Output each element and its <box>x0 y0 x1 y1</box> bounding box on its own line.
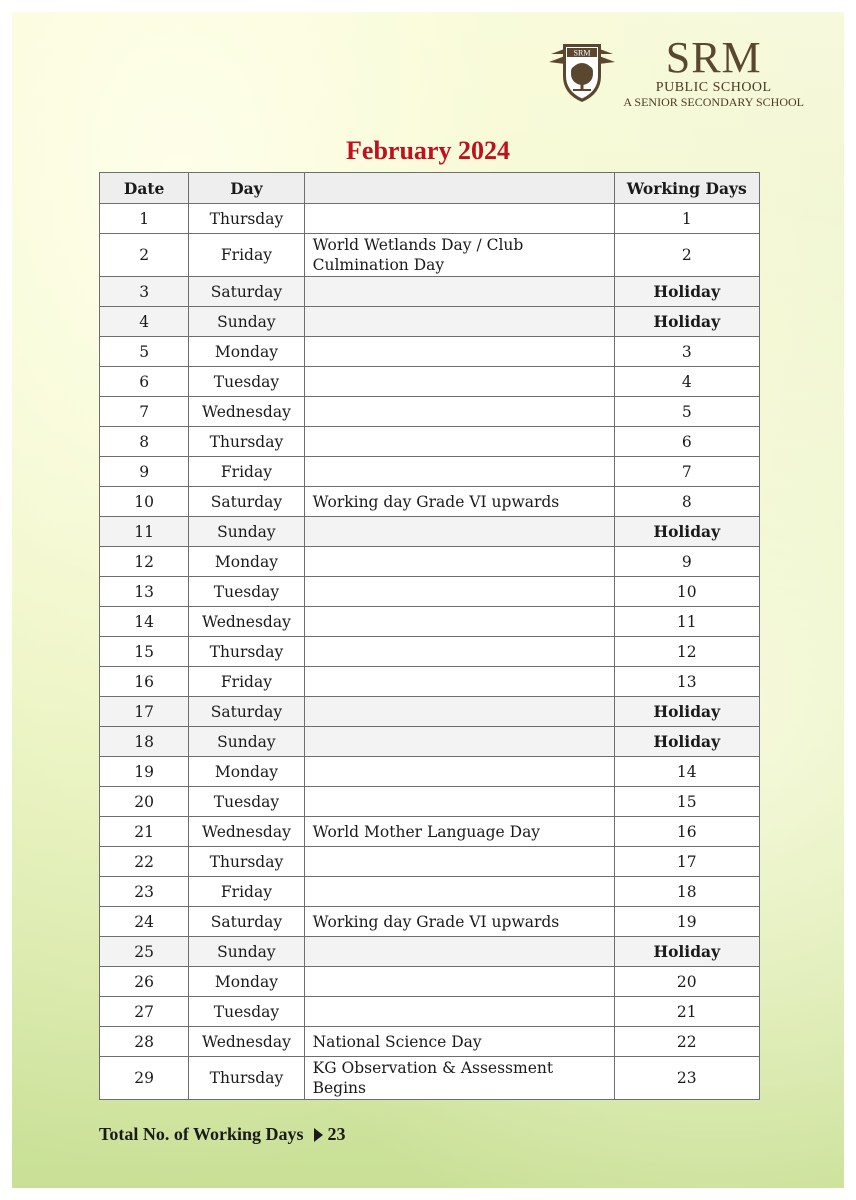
day-cell: Thursday <box>189 204 304 234</box>
date-cell: 3 <box>100 277 189 307</box>
calendar-body <box>100 204 760 1100</box>
crest-icon <box>547 40 617 106</box>
table-row <box>100 757 760 787</box>
day-cell: Wednesday <box>189 817 304 847</box>
day-cell: Sunday <box>189 937 304 967</box>
day-cell: Friday <box>189 667 304 697</box>
event-cell <box>304 637 614 667</box>
event-cell <box>304 577 614 607</box>
table-row <box>100 997 760 1027</box>
working-days-cell: 8 <box>614 487 759 517</box>
date-cell: 22 <box>100 847 189 877</box>
date-cell: 10 <box>100 487 189 517</box>
working-days-cell: 20 <box>614 967 759 997</box>
event-cell <box>304 847 614 877</box>
day-cell: Sunday <box>189 517 304 547</box>
event-cell <box>304 457 614 487</box>
table-row <box>100 337 760 367</box>
day-cell: Thursday <box>189 637 304 667</box>
working-days-cell: 22 <box>614 1027 759 1057</box>
date-cell: 26 <box>100 967 189 997</box>
date-cell: 1 <box>100 204 189 234</box>
day-cell: Friday <box>189 457 304 487</box>
table-row <box>100 667 760 697</box>
event-cell <box>304 877 614 907</box>
working-days-cell: 11 <box>614 607 759 637</box>
working-days-cell: 17 <box>614 847 759 877</box>
table-row <box>100 727 760 757</box>
working-days-cell: 9 <box>614 547 759 577</box>
table-row <box>100 967 760 997</box>
date-cell: 8 <box>100 427 189 457</box>
date-cell: 28 <box>100 1027 189 1057</box>
day-cell: Tuesday <box>189 787 304 817</box>
day-cell: Friday <box>189 234 304 277</box>
table-row <box>100 607 760 637</box>
event-cell <box>304 667 614 697</box>
date-cell: 27 <box>100 997 189 1027</box>
working-days-cell: 3 <box>614 337 759 367</box>
table-row <box>100 277 760 307</box>
date-cell: 14 <box>100 607 189 637</box>
calendar-table <box>99 172 760 1100</box>
day-cell: Tuesday <box>189 367 304 397</box>
day-cell: Saturday <box>189 697 304 727</box>
table-row <box>100 397 760 427</box>
day-cell: Wednesday <box>189 397 304 427</box>
arrow-right-icon <box>314 1128 323 1142</box>
day-cell: Saturday <box>189 487 304 517</box>
working-days-cell: 23 <box>614 1057 759 1100</box>
event-cell <box>304 277 614 307</box>
date-cell: 9 <box>100 457 189 487</box>
table-row <box>100 457 760 487</box>
svg-text:SRM: SRM <box>573 48 591 58</box>
date-cell: 11 <box>100 517 189 547</box>
header-event <box>304 173 614 204</box>
total-working-days <box>99 1124 346 1145</box>
table-row <box>100 1057 760 1100</box>
date-cell: 16 <box>100 667 189 697</box>
table-row <box>100 937 760 967</box>
table-row <box>100 547 760 577</box>
event-cell <box>304 937 614 967</box>
table-row <box>100 427 760 457</box>
date-cell: 25 <box>100 937 189 967</box>
day-cell: Wednesday <box>189 607 304 637</box>
date-cell: 19 <box>100 757 189 787</box>
working-days-cell: 2 <box>614 234 759 277</box>
day-cell: Saturday <box>189 277 304 307</box>
date-cell: 17 <box>100 697 189 727</box>
date-cell: 2 <box>100 234 189 277</box>
date-cell: 6 <box>100 367 189 397</box>
working-days-cell: 18 <box>614 877 759 907</box>
working-days-cell: Holiday <box>614 517 759 547</box>
day-cell: Monday <box>189 757 304 787</box>
event-cell <box>304 397 614 427</box>
logo-subtitle: PUBLIC SCHOOL <box>655 80 772 95</box>
event-cell <box>304 204 614 234</box>
calendar-page <box>12 12 844 1188</box>
day-cell: Thursday <box>189 847 304 877</box>
day-cell: Thursday <box>189 1057 304 1100</box>
event-cell <box>304 547 614 577</box>
date-cell: 12 <box>100 547 189 577</box>
date-cell: 15 <box>100 637 189 667</box>
working-days-cell: 10 <box>614 577 759 607</box>
date-cell: 13 <box>100 577 189 607</box>
header-working-days: Working Days <box>614 173 759 204</box>
day-cell: Tuesday <box>189 997 304 1027</box>
date-cell: 23 <box>100 877 189 907</box>
school-logo <box>547 33 804 109</box>
event-cell <box>304 607 614 637</box>
date-cell: 24 <box>100 907 189 937</box>
total-label: Total No. of Working Days <box>99 1124 304 1144</box>
table-row <box>100 1027 760 1057</box>
date-cell: 21 <box>100 817 189 847</box>
table-row <box>100 234 760 277</box>
date-cell: 7 <box>100 397 189 427</box>
table-row <box>100 307 760 337</box>
day-cell: Saturday <box>189 907 304 937</box>
day-cell: Monday <box>189 967 304 997</box>
table-row <box>100 847 760 877</box>
date-cell: 18 <box>100 727 189 757</box>
working-days-cell: 7 <box>614 457 759 487</box>
event-cell: World Mother Language Day <box>304 817 614 847</box>
working-days-cell: 14 <box>614 757 759 787</box>
event-cell: Working day Grade VI upwards <box>304 907 614 937</box>
event-cell: World Wetlands Day / Club Culmination Day <box>304 234 614 277</box>
event-cell <box>304 997 614 1027</box>
event-cell <box>304 727 614 757</box>
table-row <box>100 637 760 667</box>
working-days-cell: 6 <box>614 427 759 457</box>
date-cell: 20 <box>100 787 189 817</box>
working-days-cell: 16 <box>614 817 759 847</box>
table-row <box>100 367 760 397</box>
event-cell: National Science Day <box>304 1027 614 1057</box>
day-cell: Wednesday <box>189 1027 304 1057</box>
table-row <box>100 487 760 517</box>
event-cell <box>304 367 614 397</box>
table-row <box>100 817 760 847</box>
table-row <box>100 697 760 727</box>
working-days-cell: 15 <box>614 787 759 817</box>
working-days-cell: 5 <box>614 397 759 427</box>
working-days-cell: 1 <box>614 204 759 234</box>
working-days-cell: Holiday <box>614 697 759 727</box>
event-cell <box>304 517 614 547</box>
day-cell: Sunday <box>189 727 304 757</box>
table-row <box>100 204 760 234</box>
table-row <box>100 787 760 817</box>
day-cell: Tuesday <box>189 577 304 607</box>
event-cell <box>304 307 614 337</box>
event-cell <box>304 757 614 787</box>
event-cell <box>304 697 614 727</box>
event-cell <box>304 427 614 457</box>
date-cell: 5 <box>100 337 189 367</box>
working-days-cell: Holiday <box>614 727 759 757</box>
working-days-cell: 21 <box>614 997 759 1027</box>
page-title: February 2024 <box>346 136 510 165</box>
event-cell <box>304 967 614 997</box>
table-row <box>100 907 760 937</box>
event-cell: KG Observation & Assessment Begins <box>304 1057 614 1100</box>
logo-tagline: A SENIOR SECONDARY SCHOOL <box>623 95 804 109</box>
day-cell: Sunday <box>189 307 304 337</box>
table-row <box>100 877 760 907</box>
working-days-cell: Holiday <box>614 307 759 337</box>
logo-name: SRM <box>665 33 762 82</box>
working-days-cell: 4 <box>614 367 759 397</box>
total-value: 23 <box>327 1124 346 1144</box>
event-cell <box>304 337 614 367</box>
header-row <box>100 173 760 204</box>
header-day: Day <box>189 173 304 204</box>
day-cell: Monday <box>189 547 304 577</box>
event-cell: Working day Grade VI upwards <box>304 487 614 517</box>
header-date: Date <box>100 173 189 204</box>
working-days-cell: Holiday <box>614 277 759 307</box>
day-cell: Monday <box>189 337 304 367</box>
working-days-cell: 12 <box>614 637 759 667</box>
table-row <box>100 577 760 607</box>
table-row <box>100 517 760 547</box>
working-days-cell: 19 <box>614 907 759 937</box>
date-cell: 4 <box>100 307 189 337</box>
working-days-cell: Holiday <box>614 937 759 967</box>
day-cell: Thursday <box>189 427 304 457</box>
date-cell: 29 <box>100 1057 189 1100</box>
event-cell <box>304 787 614 817</box>
working-days-cell: 13 <box>614 667 759 697</box>
day-cell: Friday <box>189 877 304 907</box>
